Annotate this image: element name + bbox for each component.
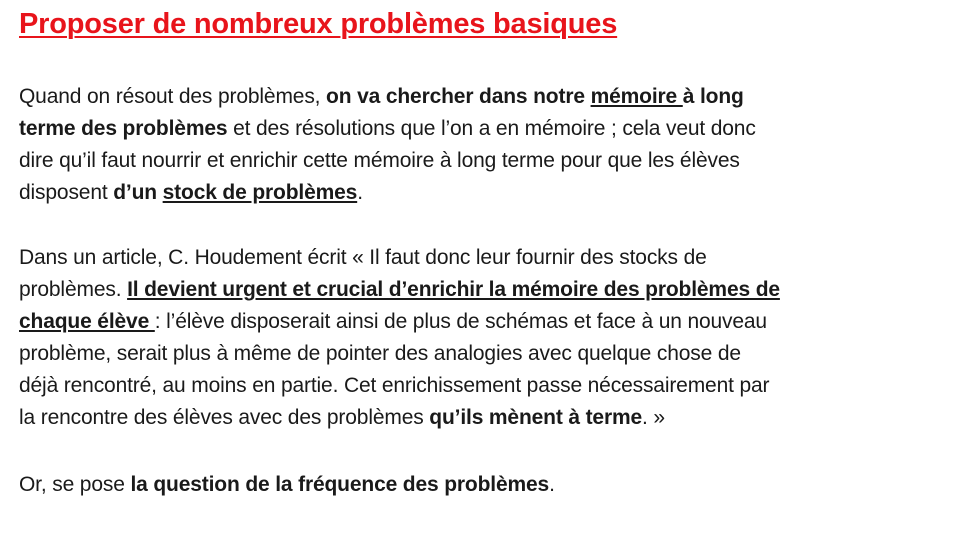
text-run-bold: d’un <box>113 181 163 204</box>
text-run: Quand on résout des problèmes, <box>19 85 327 108</box>
text-run-bold-underlined: mémoire <box>590 85 683 108</box>
paragraph-question <box>19 469 555 501</box>
text-run: disposent <box>19 181 114 204</box>
text-line <box>19 81 756 113</box>
text-run: . <box>357 181 363 204</box>
text-line: déjà rencontré, au moins en partie. Cet enrichissement passe nécessairement par <box>19 374 770 397</box>
text-run: la rencontre des élèves avec des problèmes <box>19 406 430 429</box>
text-line <box>19 306 780 338</box>
text-run: . <box>549 473 555 496</box>
text-run: problèmes. <box>19 278 128 301</box>
text-run-bold: terme des problèmes <box>19 117 228 140</box>
text-run-bold-underlined: chaque élève <box>19 310 155 333</box>
text-run-bold: à long <box>682 85 744 108</box>
text-run-bold: qu’ils mènent à terme <box>429 406 643 429</box>
text-run-bold: la question de la fréquence des problèmes <box>130 473 550 496</box>
text-line: dire qu’il faut nourrir et enrichir cette mémoire à long terme pour que les élèves <box>19 149 740 172</box>
paragraph-memory <box>19 81 756 209</box>
text-line: problème, serait plus à même de pointer des analogies avec quelque chose de <box>19 342 741 365</box>
text-line <box>19 177 756 209</box>
text-run-bold-underlined: Il devient urgent et crucial d’enrichir la mémoire des problèmes de <box>127 278 780 301</box>
text-line: Dans un article, C. Houdement écrit « Il faut donc leur fournir des stocks de <box>19 246 707 269</box>
paragraph-quote <box>19 242 780 434</box>
text-run-bold-underlined: stock de problèmes <box>162 181 358 204</box>
text-line <box>19 113 756 145</box>
text-run: et des résolutions que l’on a en mémoire ; cela veut donc <box>227 117 756 140</box>
text-line <box>19 274 780 306</box>
text-run: Or, se pose <box>19 473 131 496</box>
text-run: : l’élève disposerait ainsi de plus de schémas et face à un nouveau <box>154 310 767 333</box>
text-line <box>19 469 555 501</box>
text-run: . » <box>642 406 665 429</box>
text-run-bold: on va chercher dans notre <box>326 85 591 108</box>
text-line <box>19 402 780 434</box>
slide-title: Proposer de nombreux problèmes basiques <box>19 8 618 40</box>
